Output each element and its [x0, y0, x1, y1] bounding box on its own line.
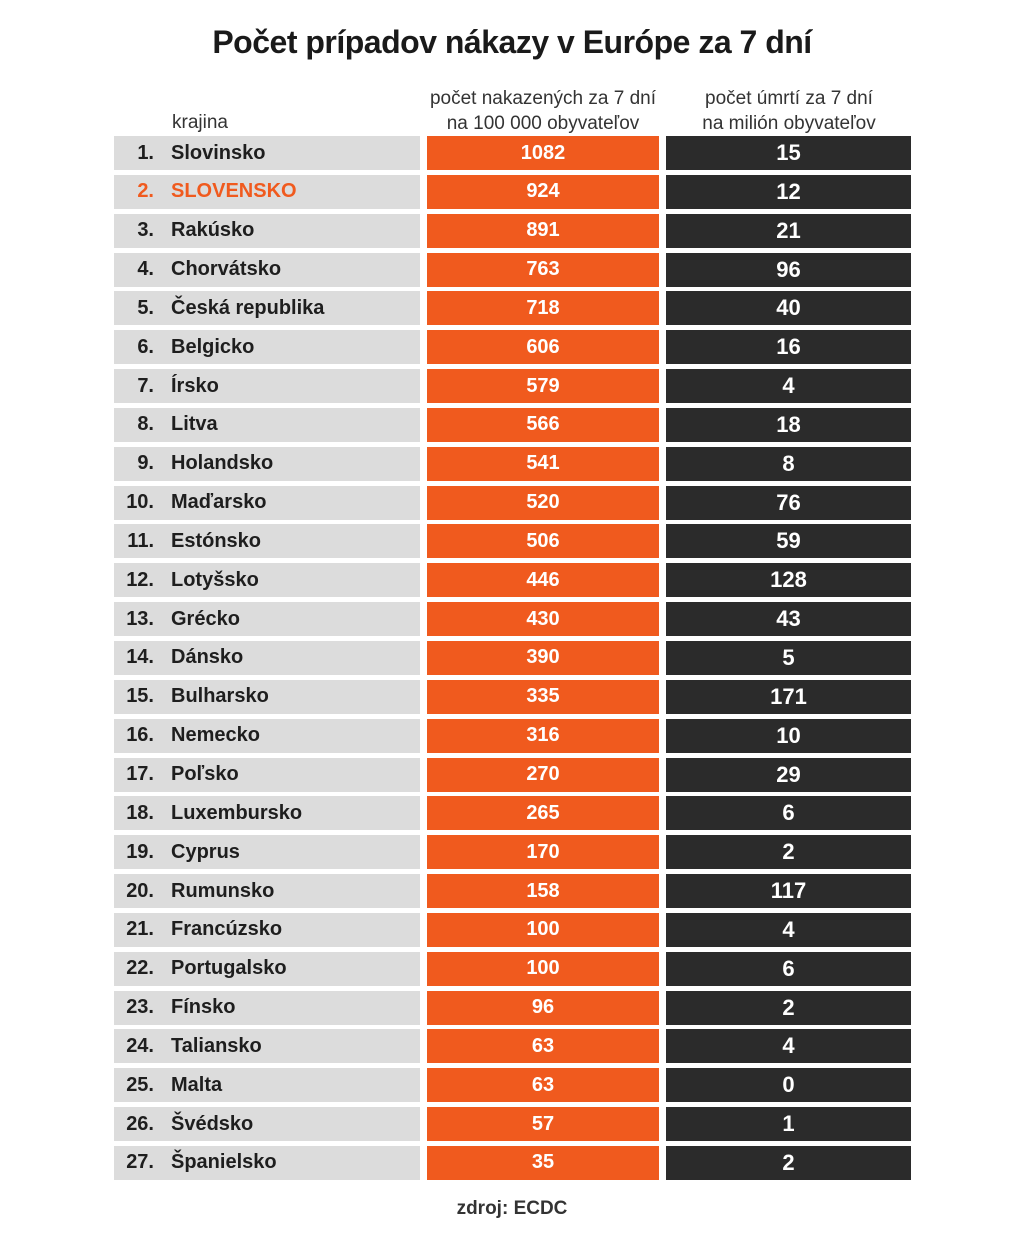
column-header-cases-line1: počet nakazených za 7 dní [429, 88, 657, 109]
table-row [114, 835, 911, 869]
column-header-deaths [667, 86, 911, 136]
country-name: Chorvátsko [171, 258, 282, 281]
chart-title: Počet prípadov nákazy v Európe za 7 dní [212, 24, 812, 60]
country-name: Portugalsko [171, 957, 287, 980]
deaths-value: 6 [666, 796, 911, 830]
rank-label: 6. [137, 335, 154, 358]
deaths-value: 8 [666, 447, 911, 481]
country-name: Španielsko [171, 1151, 277, 1174]
country-name: Malta [171, 1073, 223, 1096]
cases-value: 158 [427, 874, 659, 908]
table-row [114, 447, 911, 481]
country-name: Luxembursko [171, 801, 303, 824]
rank-label: 19. [126, 840, 154, 863]
country-cell [114, 524, 420, 558]
country-cell [114, 1029, 420, 1063]
column-header-cases-line2: na 100 000 obyvateľov [446, 113, 640, 134]
cases-value: 924 [427, 175, 659, 209]
country-name: Slovinsko [171, 141, 266, 164]
deaths-value: 12 [666, 175, 911, 209]
deaths-value: 43 [666, 602, 911, 636]
rank-label: 16. [126, 724, 154, 747]
column-header-cases [427, 86, 659, 136]
rank-label: 24. [126, 1034, 154, 1057]
country-cell [114, 758, 420, 792]
country-cell [114, 680, 420, 714]
country-name: Taliansko [171, 1034, 262, 1057]
country-name: Bulharsko [171, 685, 269, 708]
cases-value: 891 [427, 214, 659, 248]
country-cell [114, 796, 420, 830]
cases-value: 566 [427, 408, 659, 442]
country-name: Fínsko [171, 996, 236, 1019]
cases-value: 446 [427, 563, 659, 597]
table-row [114, 253, 911, 287]
country-name: Írsko [171, 374, 219, 397]
country-name: Dánsko [171, 646, 244, 669]
country-cell [114, 991, 420, 1025]
table-row [114, 913, 911, 947]
country-cell [114, 913, 420, 947]
country-name: Rumunsko [171, 879, 275, 902]
table-row [114, 680, 911, 714]
country-cell [114, 214, 420, 248]
rank-label: 18. [126, 801, 154, 824]
table-row [114, 874, 911, 908]
country-cell [114, 408, 420, 442]
column-header-deaths-line1: počet úmrtí za 7 dní [705, 88, 873, 109]
rank-label: 21. [126, 918, 154, 941]
deaths-value: 10 [666, 719, 911, 753]
deaths-value: 21 [666, 214, 911, 248]
table-row [114, 524, 911, 558]
country-cell [114, 486, 420, 520]
country-cell [114, 136, 420, 170]
cases-value: 1082 [427, 136, 659, 170]
rank-label: 11. [127, 529, 154, 552]
country-name: Grécko [171, 607, 240, 630]
deaths-value: 117 [666, 874, 911, 908]
country-cell [114, 952, 420, 986]
deaths-value: 4 [666, 369, 911, 403]
country-cell [114, 641, 420, 675]
table-row [114, 796, 911, 830]
table-row [114, 214, 911, 248]
country-name: Poľsko [171, 763, 239, 785]
rank-label: 12. [126, 568, 154, 591]
country-name: Lotyšsko [171, 568, 259, 591]
column-header-deaths-line2: na milión obyvateľov [702, 113, 876, 134]
deaths-value: 171 [666, 680, 911, 714]
table-row [114, 1107, 911, 1141]
deaths-value: 15 [666, 136, 911, 170]
table-row [114, 563, 911, 597]
data-table [114, 136, 911, 1185]
cases-value: 718 [427, 291, 659, 325]
table-row [114, 330, 911, 364]
country-cell [114, 719, 420, 753]
country-cell [114, 175, 420, 209]
table-row [114, 758, 911, 792]
country-name: Holandsko [171, 452, 274, 475]
deaths-value: 4 [666, 913, 911, 947]
table-row [114, 1029, 911, 1063]
country-cell [114, 602, 420, 636]
country-name: Švédsko [171, 1112, 254, 1135]
country-cell [114, 874, 420, 908]
cases-value: 63 [427, 1068, 659, 1102]
cases-value: 390 [427, 641, 659, 675]
table-row [114, 408, 911, 442]
table-row [114, 602, 911, 636]
deaths-value: 5 [666, 641, 911, 675]
table-row [114, 369, 911, 403]
rank-label: 27. [126, 1151, 154, 1174]
country-cell [114, 330, 420, 364]
country-cell [114, 1146, 420, 1180]
country-cell [114, 1068, 420, 1102]
deaths-value: 16 [666, 330, 911, 364]
table-row [114, 952, 911, 986]
table-row [114, 641, 911, 675]
cases-value: 35 [427, 1146, 659, 1180]
country-cell [114, 563, 420, 597]
rank-label: 22. [126, 957, 154, 980]
deaths-value: 59 [666, 524, 911, 558]
country-name: SLOVENSKO [171, 180, 297, 203]
deaths-value: 4 [666, 1029, 911, 1063]
table-row [114, 1146, 911, 1180]
deaths-value: 2 [666, 991, 911, 1025]
cases-value: 63 [427, 1029, 659, 1063]
country-name: Nemecko [171, 724, 260, 747]
rank-label: 10. [126, 491, 154, 514]
table-row [114, 1068, 911, 1102]
rank-label: 2. [137, 180, 154, 203]
table-row [114, 991, 911, 1025]
country-cell [114, 447, 420, 481]
cases-value: 270 [427, 758, 659, 792]
cases-value: 57 [427, 1107, 659, 1141]
rank-label: 3. [137, 219, 154, 242]
deaths-value: 2 [666, 1146, 911, 1180]
country-name: Litva [171, 413, 218, 436]
rank-label: 20. [126, 879, 154, 902]
rank-label: 14. [126, 646, 154, 669]
country-name: Francúzsko [171, 918, 283, 941]
cases-value: 579 [427, 369, 659, 403]
rank-label: 4. [137, 258, 154, 281]
deaths-value: 1 [666, 1107, 911, 1141]
deaths-value: 0 [666, 1068, 911, 1102]
cases-value: 170 [427, 835, 659, 869]
deaths-value: 128 [666, 563, 911, 597]
rank-label: 15. [126, 685, 154, 708]
cases-value: 335 [427, 680, 659, 714]
table-row [114, 486, 911, 520]
country-cell [114, 835, 420, 869]
country-name: Rakúsko [171, 219, 255, 242]
deaths-value: 40 [666, 291, 911, 325]
country-cell [114, 253, 420, 287]
cases-value: 520 [427, 486, 659, 520]
country-name: Estónsko [171, 529, 262, 552]
rank-label: 13. [126, 607, 154, 630]
table-row [114, 719, 911, 753]
deaths-value: 76 [666, 486, 911, 520]
cases-value: 606 [427, 330, 659, 364]
deaths-value: 96 [666, 253, 911, 287]
country-name: Česká republika [171, 296, 325, 319]
rank-label: 8. [137, 413, 154, 436]
cases-value: 430 [427, 602, 659, 636]
cases-value: 541 [427, 447, 659, 481]
country-cell [114, 291, 420, 325]
deaths-value: 18 [666, 408, 911, 442]
source-note: zdroj: ECDC [456, 1198, 568, 1219]
country-name: Belgicko [171, 335, 255, 358]
column-header-country: krajina [172, 112, 228, 133]
rank-label: 23. [126, 996, 154, 1019]
rank-label: 1. [137, 141, 154, 164]
rank-label: 25. [126, 1073, 154, 1096]
cases-value: 100 [427, 913, 659, 947]
country-name: Maďarsko [171, 491, 267, 514]
cases-value: 96 [427, 991, 659, 1025]
cases-value: 100 [427, 952, 659, 986]
cases-value: 763 [427, 253, 659, 287]
rank-label: 7. [137, 374, 154, 397]
table-row [114, 175, 911, 209]
table-row [114, 136, 911, 170]
country-name: Cyprus [171, 840, 240, 863]
cases-value: 316 [427, 719, 659, 753]
country-cell [114, 369, 420, 403]
country-cell [114, 1107, 420, 1141]
rank-label: 5. [137, 296, 154, 319]
cases-value: 265 [427, 796, 659, 830]
deaths-value: 29 [666, 758, 911, 792]
table-row [114, 291, 911, 325]
rank-label: 9. [137, 452, 154, 475]
deaths-value: 2 [666, 835, 911, 869]
rank-label: 26. [126, 1112, 154, 1135]
deaths-value: 6 [666, 952, 911, 986]
rank-label: 17. [126, 763, 154, 785]
cases-value: 506 [427, 524, 659, 558]
